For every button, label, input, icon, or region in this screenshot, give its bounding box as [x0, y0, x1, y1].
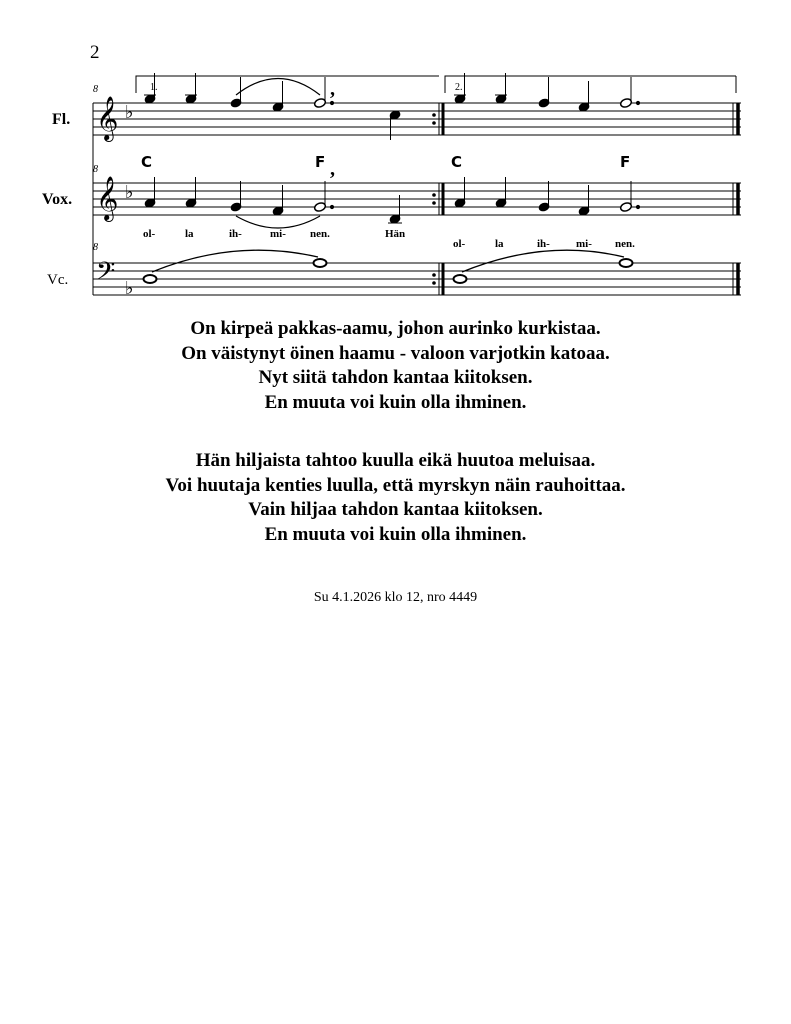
flat-icon: ♭ [125, 182, 134, 203]
breath-mark: , [330, 158, 335, 180]
voice-notes-measure-1 [144, 177, 402, 224]
volta-first-label: 1. [150, 82, 158, 93]
treble-clef-icon: 𝄞 [96, 96, 119, 140]
bass-clef-icon: 𝄢 [96, 257, 116, 292]
flute-staff [93, 103, 741, 135]
slur [236, 79, 320, 96]
tie-slur [152, 250, 318, 272]
lyric-line: Hän hiljaista tahtoo kuulla eikä huutoa meluisaa. [195, 450, 596, 471]
breath-mark: , [330, 78, 335, 100]
treble-clef-icon: 𝄞 [96, 176, 119, 220]
lyric-line: On kirpeä pakkas-aamu, johon aurinko kurkistaa. [190, 318, 601, 339]
flat-icon: ♭ [125, 102, 134, 123]
octave-marker-flute: 8 [93, 84, 98, 95]
lyric-syllable: ol- [453, 238, 466, 250]
flute-notes-measure-1 [144, 73, 401, 140]
lyric-syllable: Hän [385, 228, 406, 240]
footer-date: Su 4.1.2026 klo 12, nro 4449 [313, 590, 478, 605]
lyric-syllable: nen. [310, 228, 330, 240]
flute-notes-measure-2 [454, 73, 640, 112]
chord-symbol: F [315, 153, 326, 171]
chord-symbol: C [141, 153, 153, 171]
tie-slur [462, 250, 624, 272]
music-score [0, 0, 791, 300]
lyric-syllable: ol- [143, 228, 156, 240]
lyric-syllable: ih- [229, 228, 242, 240]
staff-label-voice: Vox. [42, 191, 73, 208]
lyric-line: En muuta voi kuin olla ihminen. [264, 523, 527, 545]
chord-symbol: F [620, 153, 631, 171]
page-number: 2 [90, 42, 100, 63]
lyric-line: Voi huutaja kenties luulla, että myrskyn näin rauhoittaa. [165, 474, 626, 496]
volta-brackets [136, 76, 736, 93]
slur [236, 216, 320, 228]
staff-label-cello: Vc. [47, 272, 69, 288]
lyric-syllable: la [495, 238, 504, 250]
cello-staff [93, 263, 741, 295]
volta-second-label: 2. [455, 82, 463, 93]
lyric-line: En muuta voi kuin olla ihminen. [264, 391, 527, 413]
lyric-syllable: nen. [615, 238, 635, 250]
octave-marker-cello: 8 [93, 242, 98, 253]
lyric-line: Vain hiljaa tahdon kantaa kiitoksen. [248, 499, 543, 520]
lyric-syllable: la [185, 228, 194, 240]
lyric-line: On väistynyt öinen haamu - valoon varjotkin katoaa. [181, 342, 610, 364]
octave-marker-voice: 8 [93, 164, 98, 175]
lyrics-stanza-2 [0, 449, 791, 547]
lyrics-stanza-1 [0, 317, 791, 415]
lyric-syllable: mi- [576, 238, 592, 250]
staff-label-flute: Fl. [52, 111, 71, 128]
chord-symbol: C [451, 153, 463, 171]
lyric-syllable: ih- [537, 238, 550, 250]
lyric-line: Nyt siitä tahdon kantaa kiitoksen. [258, 367, 533, 388]
flat-icon: ♭ [125, 278, 134, 299]
lyric-syllable: mi- [270, 228, 286, 240]
